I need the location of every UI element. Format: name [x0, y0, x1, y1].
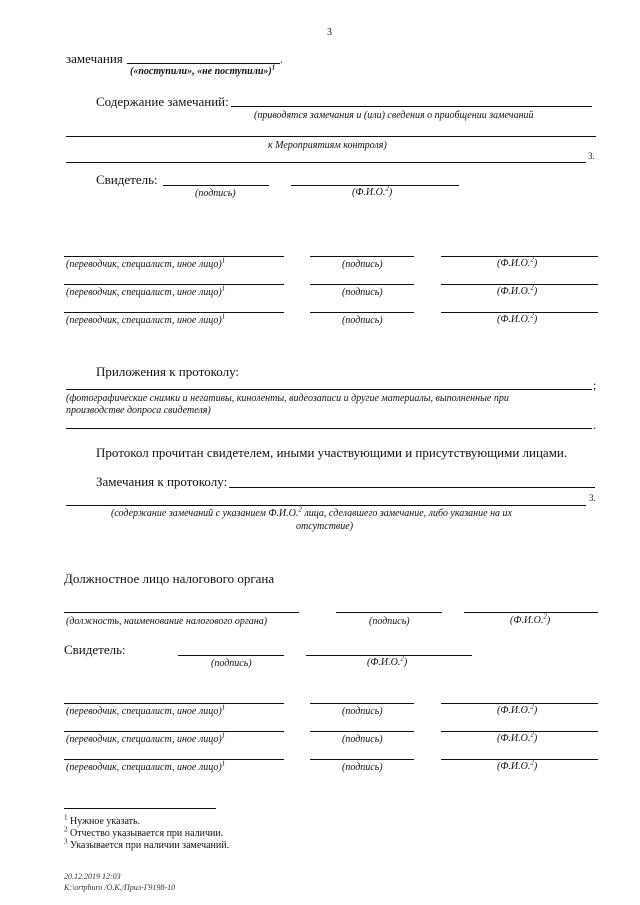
others-sign-line-2 — [310, 284, 414, 285]
protocol-remarks-footnote: 3. — [589, 493, 596, 503]
others-fio-line-2 — [441, 284, 598, 285]
witness-sign-line-2 — [178, 655, 284, 656]
content-remarks-hint-1: (приводятся замечания и (или) сведения о приобщении замечаний — [254, 110, 534, 121]
content-remarks-label: Содержание замечаний: — [96, 94, 229, 109]
others-role-caption: (переводчик, специалист, иное лицо)$^1$ — [66, 312, 226, 326]
content-remarks-footnote: 3. — [588, 151, 595, 161]
officer-sign-line — [336, 612, 442, 613]
others2-sign-line-3 — [310, 759, 414, 760]
content-remarks-line-3 — [66, 162, 586, 163]
protocol-remarks-line-1 — [229, 487, 595, 488]
officer-fio-line — [464, 612, 598, 613]
witness-sign-line-1 — [163, 185, 269, 186]
others2-sign-line-1 — [310, 703, 414, 704]
others2-fio-caption: (Ф.И.О.$^2$) — [497, 702, 538, 716]
others-fio-caption: (Ф.И.О.$^2$) — [497, 283, 538, 297]
others-sign-caption: (подпись) — [342, 287, 383, 298]
others-role-caption: (переводчик, специалист, иное лицо)$^1$ — [66, 256, 226, 270]
others-sign-caption: (подпись) — [342, 315, 383, 326]
content-remarks-hint-2: к Мероприятиям контроля) — [268, 140, 387, 151]
others-role-line-2 — [64, 284, 284, 285]
others2-role-caption: (переводчик, специалист, иное лицо)$^1$ — [66, 731, 226, 745]
witness-label-2: Свидетель: — [64, 642, 126, 657]
content-remarks-line-1 — [231, 106, 592, 107]
others-sign-line-3 — [310, 312, 414, 313]
others2-role-caption: (переводчик, специалист, иное лицо)$^1$ — [66, 759, 226, 773]
footnote-separator — [64, 808, 216, 809]
content-remarks-line-2 — [66, 136, 596, 137]
remarks-hint: («поступили», «не поступили»)$^1$ — [130, 63, 276, 77]
officer-position-line — [64, 612, 299, 613]
others-role-caption: (переводчик, специалист, иное лицо)$^1$ — [66, 284, 226, 298]
others2-sign-caption: (подпись) — [342, 706, 383, 717]
attachments-semicolon: ; — [593, 378, 597, 392]
others2-fio-line-1 — [441, 703, 598, 704]
protocol-remarks-hint-2: отсутствие) — [296, 521, 354, 532]
attachments-label: Приложения к протоколу: — [96, 364, 240, 379]
others-fio-caption: (Ф.И.О.$^2$) — [497, 311, 538, 325]
footer-date: 20.12.2019 12:03 — [64, 872, 121, 881]
others-role-line-3 — [64, 312, 284, 313]
others2-fio-caption: (Ф.И.О.$^2$) — [497, 758, 538, 772]
others2-sign-line-2 — [310, 731, 414, 732]
remarks-line — [127, 63, 280, 64]
attachments-line-1 — [66, 389, 592, 390]
witness-fio-line-2 — [306, 655, 472, 656]
witness-fio-caption-1: (Ф.И.О.$^2$) — [352, 184, 393, 198]
footer-path: K:\ortphuro /O.K./Прил-Г9198-10 — [64, 883, 176, 892]
attachments-end: . — [593, 418, 596, 432]
others2-role-caption: (переводчик, специалист, иное лицо)$^1$ — [66, 703, 226, 717]
others-sign-line-1 — [310, 256, 414, 257]
others2-fio-line-2 — [441, 731, 598, 732]
others-fio-line-1 — [441, 256, 598, 257]
officer-title: Должностное лицо налогового органа — [64, 571, 275, 586]
witness-sign-caption-2: (подпись) — [211, 658, 252, 669]
footnote-item: $^2$ Отчество указывается при наличии. — [64, 825, 224, 839]
page-number: 3 — [327, 27, 332, 38]
others-fio-line-3 — [441, 312, 598, 313]
others2-role-line-2 — [64, 731, 284, 732]
officer-sign-caption: (подпись) — [369, 616, 410, 627]
remarks-period: . — [280, 52, 283, 66]
footnote-item: $^3$ Указывается при наличии замечаний. — [64, 837, 230, 851]
others2-fio-line-3 — [441, 759, 598, 760]
officer-position-caption: (должность, наименование налогового органа) — [66, 616, 268, 627]
attachments-hint: (фотографические снимки и негативы, киноленты, видеозаписи и другие материалы, выполненные при производстве допроса свидетеля) — [66, 393, 509, 416]
protocol-remarks-label: Замечания к протоколу: — [96, 474, 228, 489]
others2-role-line-1 — [64, 703, 284, 704]
attachments-line-2 — [66, 428, 592, 429]
witness-label-1: Свидетель: — [96, 172, 158, 187]
protocol-remarks-hint-1: (содержание замечаний с указанием Ф.И.О.$^2$ лица, сделавшего замечание, либо указание на их — [111, 505, 512, 519]
others2-role-line-3 — [64, 759, 284, 760]
protocol-remarks-line-2 — [66, 505, 586, 506]
footnote-item: $^1$ Нужное указать. — [64, 813, 141, 827]
others2-sign-caption: (подпись) — [342, 734, 383, 745]
witness-fio-caption-2: (Ф.И.О.$^2$) — [367, 654, 408, 668]
witness-fio-line-1 — [291, 185, 459, 186]
witness-sign-caption-1: (подпись) — [195, 188, 236, 199]
others-fio-caption: (Ф.И.О.$^2$) — [497, 255, 538, 269]
officer-fio-caption: (Ф.И.О.$^2$) — [510, 612, 551, 626]
others2-sign-caption: (подпись) — [342, 762, 383, 773]
read-statement: Протокол прочитан свидетелем, иными участвующими и присутствующими лицами. — [96, 445, 568, 460]
others-sign-caption: (подпись) — [342, 259, 383, 270]
others-role-line-1 — [64, 256, 284, 257]
remarks-label: замечания — [66, 51, 123, 66]
others2-fio-caption: (Ф.И.О.$^2$) — [497, 730, 538, 744]
